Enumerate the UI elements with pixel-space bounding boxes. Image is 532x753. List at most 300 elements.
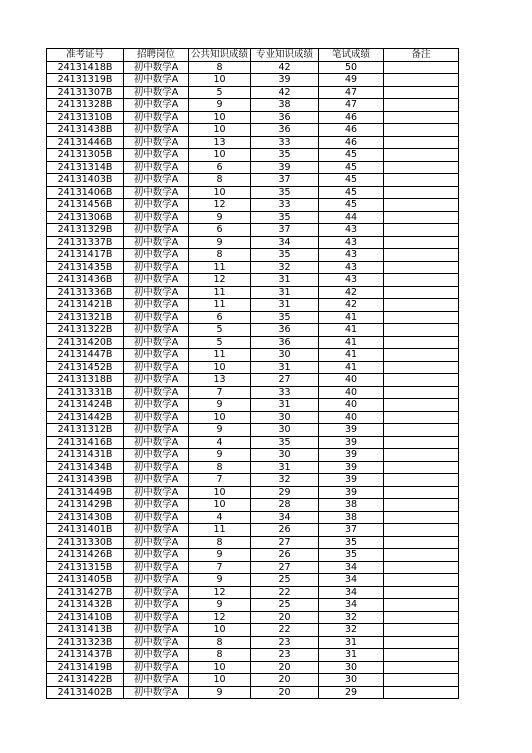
written-score-cell: 43 [319, 236, 384, 249]
written-score-cell: 39 [319, 449, 384, 462]
professional-score-cell: 42 [251, 61, 319, 74]
professional-score-cell: 36 [251, 124, 319, 137]
written-score-cell: 43 [319, 274, 384, 287]
public-score-cell: 10 [189, 111, 251, 124]
written-score-cell: 41 [319, 336, 384, 349]
public-score-cell: 5 [189, 324, 251, 337]
table-row [47, 586, 459, 599]
table-row [47, 461, 459, 474]
professional-score-cell: 38 [251, 99, 319, 112]
written-score-cell: 43 [319, 261, 384, 274]
professional-score-cell: 28 [251, 499, 319, 512]
remarks-cell [384, 149, 459, 162]
professional-score-cell: 34 [251, 511, 319, 524]
remarks-cell [384, 574, 459, 587]
professional-score-cell: 36 [251, 336, 319, 349]
written-score-cell: 30 [319, 674, 384, 687]
exam-id-cell: 24131315B [47, 561, 124, 574]
public-score-cell: 8 [189, 174, 251, 187]
table-row [47, 199, 459, 212]
position-cell: 初中数学A [124, 424, 189, 437]
exam-id-cell: 24131307B [47, 86, 124, 99]
position-cell: 初中数学A [124, 574, 189, 587]
professional-score-cell: 26 [251, 524, 319, 537]
written-score-cell: 49 [319, 74, 384, 87]
table-row [47, 436, 459, 449]
remarks-cell [384, 461, 459, 474]
table-row [47, 161, 459, 174]
remarks-cell [384, 661, 459, 674]
public-score-cell: 12 [189, 199, 251, 212]
written-score-cell: 35 [319, 549, 384, 562]
written-score-cell: 29 [319, 686, 384, 699]
public-score-cell: 10 [189, 124, 251, 137]
position-cell: 初中数学A [124, 149, 189, 162]
position-cell: 初中数学A [124, 399, 189, 412]
professional-score-cell: 20 [251, 686, 319, 699]
written-score-cell: 32 [319, 611, 384, 624]
position-cell: 初中数学A [124, 99, 189, 112]
professional-score-cell: 31 [251, 274, 319, 287]
remarks-cell [384, 686, 459, 699]
written-score-cell: 41 [319, 324, 384, 337]
public-score-cell: 9 [189, 549, 251, 562]
public-score-cell: 9 [189, 424, 251, 437]
exam-id-cell: 24131452B [47, 361, 124, 374]
public-score-cell: 4 [189, 436, 251, 449]
remarks-cell [384, 174, 459, 187]
exam-id-cell: 24131403B [47, 174, 124, 187]
header-remarks: 备注 [384, 49, 459, 62]
table-row [47, 624, 459, 637]
written-score-cell: 50 [319, 61, 384, 74]
public-score-cell: 10 [189, 486, 251, 499]
public-score-cell: 13 [189, 374, 251, 387]
position-cell: 初中数学A [124, 336, 189, 349]
score-table [46, 48, 459, 699]
remarks-cell [384, 161, 459, 174]
professional-score-cell: 23 [251, 649, 319, 662]
position-cell: 初中数学A [124, 486, 189, 499]
remarks-cell [384, 224, 459, 237]
position-cell: 初中数学A [124, 674, 189, 687]
exam-id-cell: 24131449B [47, 486, 124, 499]
position-cell: 初中数学A [124, 661, 189, 674]
position-cell: 初中数学A [124, 436, 189, 449]
position-cell: 初中数学A [124, 111, 189, 124]
public-score-cell: 6 [189, 161, 251, 174]
written-score-cell: 41 [319, 311, 384, 324]
written-score-cell: 31 [319, 649, 384, 662]
written-score-cell: 39 [319, 461, 384, 474]
table-row [47, 61, 459, 74]
public-score-cell: 8 [189, 61, 251, 74]
professional-score-cell: 35 [251, 249, 319, 262]
professional-score-cell: 29 [251, 486, 319, 499]
remarks-cell [384, 636, 459, 649]
position-cell: 初中数学A [124, 274, 189, 287]
remarks-cell [384, 599, 459, 612]
position-cell: 初中数学A [124, 361, 189, 374]
remarks-cell [384, 649, 459, 662]
written-score-cell: 40 [319, 399, 384, 412]
public-score-cell: 9 [189, 686, 251, 699]
exam-id-cell: 24131435B [47, 261, 124, 274]
table-row [47, 524, 459, 537]
position-cell: 初中数学A [124, 211, 189, 224]
professional-score-cell: 34 [251, 236, 319, 249]
written-score-cell: 44 [319, 211, 384, 224]
position-cell: 初中数学A [124, 374, 189, 387]
professional-score-cell: 23 [251, 636, 319, 649]
exam-id-cell: 24131446B [47, 136, 124, 149]
written-score-cell: 45 [319, 161, 384, 174]
position-cell: 初中数学A [124, 236, 189, 249]
professional-score-cell: 37 [251, 174, 319, 187]
written-score-cell: 45 [319, 149, 384, 162]
public-score-cell: 11 [189, 286, 251, 299]
remarks-cell [384, 374, 459, 387]
header-professional-score: 专业知识成绩 [251, 49, 319, 62]
written-score-cell: 38 [319, 499, 384, 512]
table-row [47, 399, 459, 412]
public-score-cell: 12 [189, 586, 251, 599]
professional-score-cell: 42 [251, 86, 319, 99]
written-score-cell: 45 [319, 199, 384, 212]
table-row [47, 449, 459, 462]
professional-score-cell: 33 [251, 199, 319, 212]
position-cell: 初中数学A [124, 611, 189, 624]
exam-id-cell: 24131421B [47, 299, 124, 312]
exam-id-cell: 24131429B [47, 499, 124, 512]
written-score-cell: 32 [319, 624, 384, 637]
position-cell: 初中数学A [124, 249, 189, 262]
exam-id-cell: 24131424B [47, 399, 124, 412]
public-score-cell: 11 [189, 349, 251, 362]
written-score-cell: 40 [319, 411, 384, 424]
public-score-cell: 13 [189, 136, 251, 149]
public-score-cell: 5 [189, 86, 251, 99]
public-score-cell: 9 [189, 449, 251, 462]
table-row [47, 636, 459, 649]
remarks-cell [384, 361, 459, 374]
professional-score-cell: 36 [251, 111, 319, 124]
table-row [47, 86, 459, 99]
written-score-cell: 34 [319, 574, 384, 587]
table-row [47, 499, 459, 512]
professional-score-cell: 32 [251, 474, 319, 487]
remarks-cell [384, 436, 459, 449]
professional-score-cell: 32 [251, 261, 319, 274]
table-row [47, 486, 459, 499]
table-row [47, 511, 459, 524]
table-row [47, 424, 459, 437]
table-row [47, 261, 459, 274]
remarks-cell [384, 61, 459, 74]
remarks-cell [384, 211, 459, 224]
position-cell: 初中数学A [124, 161, 189, 174]
public-score-cell: 9 [189, 574, 251, 587]
public-score-cell: 12 [189, 274, 251, 287]
exam-id-cell: 24131329B [47, 224, 124, 237]
position-cell: 初中数学A [124, 286, 189, 299]
public-score-cell: 8 [189, 649, 251, 662]
exam-id-cell: 24131427B [47, 586, 124, 599]
position-cell: 初中数学A [124, 536, 189, 549]
remarks-cell [384, 74, 459, 87]
remarks-cell [384, 674, 459, 687]
exam-id-cell: 24131322B [47, 324, 124, 337]
written-score-cell: 39 [319, 486, 384, 499]
remarks-cell [384, 86, 459, 99]
table-row [47, 561, 459, 574]
written-score-cell: 42 [319, 286, 384, 299]
remarks-cell [384, 286, 459, 299]
remarks-cell [384, 474, 459, 487]
written-score-cell: 47 [319, 99, 384, 112]
table-row [47, 224, 459, 237]
public-score-cell: 9 [189, 236, 251, 249]
position-cell: 初中数学A [124, 224, 189, 237]
header-exam-id: 准考证号 [47, 49, 124, 62]
professional-score-cell: 31 [251, 299, 319, 312]
position-cell: 初中数学A [124, 411, 189, 424]
remarks-cell [384, 424, 459, 437]
exam-id-cell: 24131418B [47, 61, 124, 74]
position-cell: 初中数学A [124, 86, 189, 99]
score-table-body [47, 61, 459, 699]
exam-id-cell: 24131406B [47, 186, 124, 199]
exam-id-cell: 24131422B [47, 674, 124, 687]
public-score-cell: 10 [189, 149, 251, 162]
exam-id-cell: 24131438B [47, 124, 124, 137]
exam-id-cell: 24131319B [47, 74, 124, 87]
exam-id-cell: 24131310B [47, 111, 124, 124]
remarks-cell [384, 611, 459, 624]
position-cell: 初中数学A [124, 349, 189, 362]
position-cell: 初中数学A [124, 124, 189, 137]
table-row [47, 311, 459, 324]
remarks-cell [384, 274, 459, 287]
table-row [47, 74, 459, 87]
public-score-cell: 6 [189, 311, 251, 324]
remarks-cell [384, 586, 459, 599]
written-score-cell: 42 [319, 299, 384, 312]
written-score-cell: 34 [319, 586, 384, 599]
position-cell: 初中数学A [124, 474, 189, 487]
position-cell: 初中数学A [124, 299, 189, 312]
table-row [47, 661, 459, 674]
professional-score-cell: 36 [251, 324, 319, 337]
public-score-cell: 6 [189, 224, 251, 237]
professional-score-cell: 31 [251, 461, 319, 474]
position-cell: 初中数学A [124, 261, 189, 274]
exam-id-cell: 24131417B [47, 249, 124, 262]
written-score-cell: 35 [319, 536, 384, 549]
position-cell: 初中数学A [124, 186, 189, 199]
public-score-cell: 11 [189, 524, 251, 537]
professional-score-cell: 26 [251, 549, 319, 562]
remarks-cell [384, 186, 459, 199]
written-score-cell: 30 [319, 661, 384, 674]
exam-id-cell: 24131402B [47, 686, 124, 699]
professional-score-cell: 20 [251, 674, 319, 687]
exam-id-cell: 24131426B [47, 549, 124, 562]
position-cell: 初中数学A [124, 461, 189, 474]
exam-id-cell: 24131439B [47, 474, 124, 487]
professional-score-cell: 22 [251, 586, 319, 599]
remarks-cell [384, 249, 459, 262]
remarks-cell [384, 399, 459, 412]
remarks-cell [384, 449, 459, 462]
table-row [47, 299, 459, 312]
remarks-cell [384, 199, 459, 212]
exam-id-cell: 24131430B [47, 511, 124, 524]
exam-id-cell: 24131337B [47, 236, 124, 249]
public-score-cell: 11 [189, 299, 251, 312]
professional-score-cell: 30 [251, 424, 319, 437]
written-score-cell: 40 [319, 374, 384, 387]
professional-score-cell: 30 [251, 411, 319, 424]
table-row [47, 611, 459, 624]
table-row [47, 324, 459, 337]
remarks-cell [384, 561, 459, 574]
table-row [47, 649, 459, 662]
professional-score-cell: 39 [251, 74, 319, 87]
exam-id-cell: 24131305B [47, 149, 124, 162]
remarks-cell [384, 486, 459, 499]
exam-id-cell: 24131312B [47, 424, 124, 437]
professional-score-cell: 20 [251, 661, 319, 674]
professional-score-cell: 35 [251, 311, 319, 324]
remarks-cell [384, 261, 459, 274]
table-row [47, 386, 459, 399]
professional-score-cell: 33 [251, 386, 319, 399]
public-score-cell: 8 [189, 461, 251, 474]
professional-score-cell: 31 [251, 399, 319, 412]
remarks-cell [384, 111, 459, 124]
public-score-cell: 11 [189, 261, 251, 274]
position-cell: 初中数学A [124, 524, 189, 537]
position-cell: 初中数学A [124, 386, 189, 399]
written-score-cell: 46 [319, 136, 384, 149]
professional-score-cell: 31 [251, 286, 319, 299]
remarks-cell [384, 386, 459, 399]
professional-score-cell: 25 [251, 599, 319, 612]
exam-id-cell: 24131336B [47, 286, 124, 299]
table-row [47, 286, 459, 299]
public-score-cell: 10 [189, 411, 251, 424]
table-row [47, 674, 459, 687]
table-row [47, 111, 459, 124]
remarks-cell [384, 99, 459, 112]
exam-id-cell: 24131442B [47, 411, 124, 424]
public-score-cell: 10 [189, 361, 251, 374]
table-row [47, 349, 459, 362]
exam-id-cell: 24131328B [47, 99, 124, 112]
remarks-cell [384, 511, 459, 524]
position-cell: 初中数学A [124, 549, 189, 562]
exam-id-cell: 24131434B [47, 461, 124, 474]
public-score-cell: 10 [189, 661, 251, 674]
exam-id-cell: 24131432B [47, 599, 124, 612]
professional-score-cell: 31 [251, 361, 319, 374]
exam-id-cell: 24131321B [47, 311, 124, 324]
remarks-cell [384, 136, 459, 149]
written-score-cell: 34 [319, 561, 384, 574]
table-row [47, 174, 459, 187]
written-score-cell: 39 [319, 424, 384, 437]
professional-score-cell: 27 [251, 374, 319, 387]
exam-id-cell: 24131437B [47, 649, 124, 662]
position-cell: 初中数学A [124, 636, 189, 649]
exam-id-cell: 24131416B [47, 436, 124, 449]
written-score-cell: 43 [319, 224, 384, 237]
professional-score-cell: 20 [251, 611, 319, 624]
professional-score-cell: 35 [251, 149, 319, 162]
written-score-cell: 46 [319, 111, 384, 124]
exam-id-cell: 24131436B [47, 274, 124, 287]
exam-id-cell: 24131330B [47, 536, 124, 549]
remarks-cell [384, 324, 459, 337]
professional-score-cell: 37 [251, 224, 319, 237]
public-score-cell: 12 [189, 611, 251, 624]
public-score-cell: 7 [189, 386, 251, 399]
professional-score-cell: 22 [251, 624, 319, 637]
written-score-cell: 46 [319, 124, 384, 137]
written-score-cell: 34 [319, 599, 384, 612]
position-cell: 初中数学A [124, 324, 189, 337]
position-cell: 初中数学A [124, 649, 189, 662]
table-row [47, 361, 459, 374]
score-sheet [46, 48, 459, 699]
position-cell: 初中数学A [124, 61, 189, 74]
public-score-cell: 9 [189, 211, 251, 224]
exam-id-cell: 24131410B [47, 611, 124, 624]
table-row [47, 374, 459, 387]
header-row [47, 49, 459, 62]
exam-id-cell: 24131447B [47, 349, 124, 362]
professional-score-cell: 25 [251, 574, 319, 587]
table-row [47, 549, 459, 562]
position-cell: 初中数学A [124, 511, 189, 524]
public-score-cell: 10 [189, 499, 251, 512]
professional-score-cell: 33 [251, 136, 319, 149]
remarks-cell [384, 236, 459, 249]
position-cell: 初中数学A [124, 449, 189, 462]
written-score-cell: 37 [319, 524, 384, 537]
professional-score-cell: 27 [251, 536, 319, 549]
exam-id-cell: 24131401B [47, 524, 124, 537]
position-cell: 初中数学A [124, 311, 189, 324]
exam-id-cell: 24131419B [47, 661, 124, 674]
table-row [47, 99, 459, 112]
position-cell: 初中数学A [124, 586, 189, 599]
public-score-cell: 8 [189, 636, 251, 649]
table-row [47, 574, 459, 587]
exam-id-cell: 24131456B [47, 199, 124, 212]
public-score-cell: 9 [189, 399, 251, 412]
exam-id-cell: 24131331B [47, 386, 124, 399]
table-row [47, 211, 459, 224]
public-score-cell: 8 [189, 536, 251, 549]
table-row [47, 249, 459, 262]
table-row [47, 599, 459, 612]
public-score-cell: 9 [189, 99, 251, 112]
remarks-cell [384, 536, 459, 549]
position-cell: 初中数学A [124, 624, 189, 637]
exam-id-cell: 24131420B [47, 336, 124, 349]
